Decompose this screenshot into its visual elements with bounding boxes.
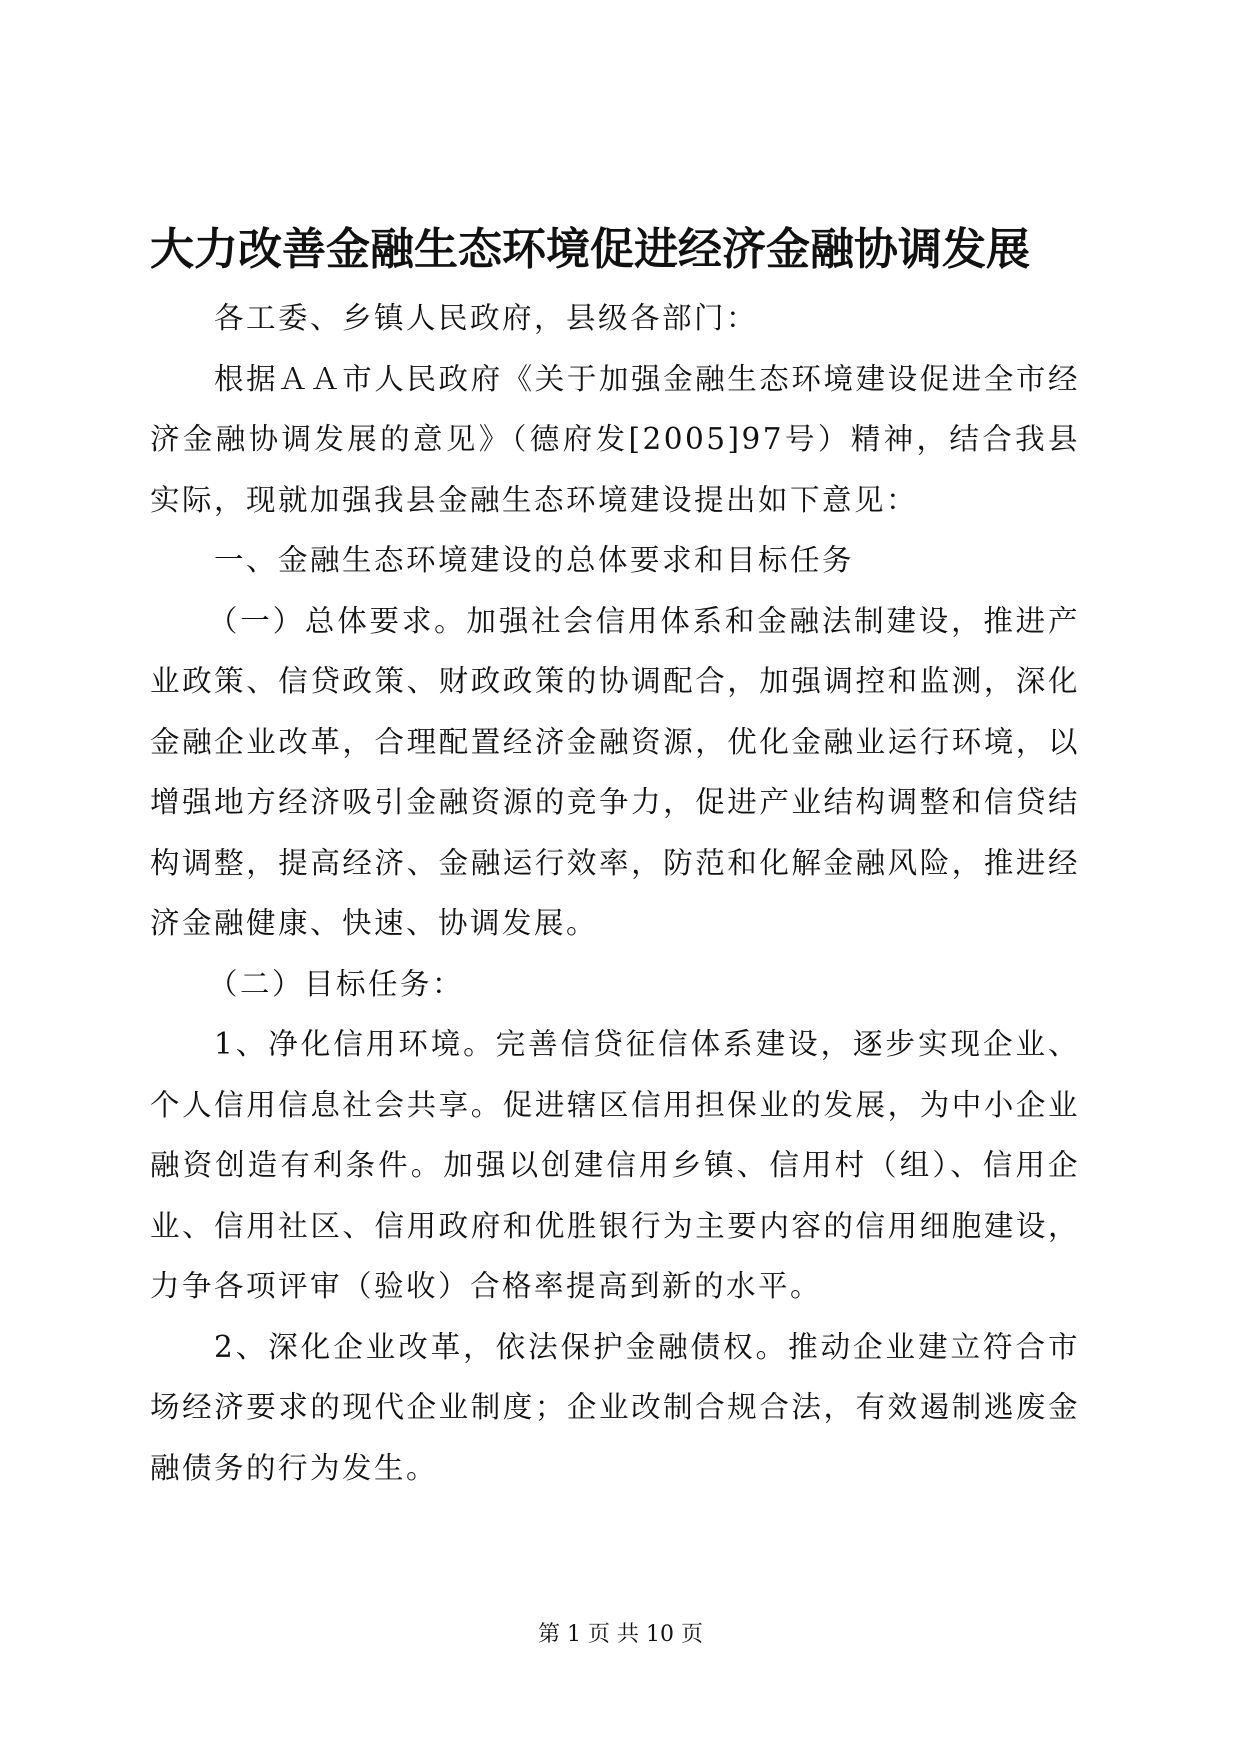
paragraph-enterprise-reform: 2、深化企业改革，依法保护金融债权。推动企业建立符合市场经济要求的现代企业制度；企业改制合规合法，有效遏制逃废金融债务的行为发生。 [150, 1329, 1080, 1485]
section-heading-1: 一、金融生态环境建设的总体要求和目标任务 [214, 543, 855, 577]
document-body [150, 288, 1080, 1498]
page-number-footer: 第 1 页 共 10 页 [538, 1622, 703, 1647]
paragraph-overall-requirements: （一）总体要求。加强社会信用体系和金融法制建设，推进产业政策、信贷政策、财政政策的协调配合，加强调控和监测，深化金融企业改革，合理配置经济金融资源，优化金融业运行环境，以增强地方经济吸引金融资源的竞争力，促进产业结构调整和信贷结构调整，提高经济、金融运行效率，防范和化解金融风险，推进经济金融健康、快速、协调发展。 [150, 603, 1080, 940]
paragraph-targets-heading: （二）目标任务： [208, 966, 465, 1001]
paragraph-credit-environment: 1、净化信用环境。完善信贷征信体系建设，逐步实现企业、个人信用信息社会共享。促进辖区信用担保业的发展，为中小企业融资创造有利条件。加强以创建信用乡镇、信用村（组）、信用企业、信用社区、信用政府和优胜银行为主要内容的信用细胞建设，力争各项评审（验收）合格率提高到新的水平。 [150, 1027, 1080, 1303]
salutation: 各工委、乡镇人民政府，县级各部门： [214, 301, 759, 335]
document-title: 大力改善金融生态环境促进经济金融协调发展 [150, 224, 1030, 275]
paragraph-intro: 根据ＡＡ市人民政府《关于加强金融生态环境建设促进全市经济金融协调发展的意见》（德府发[2005]97号）精神，结合我县实际，现就加强我县金融生态环境建设提出如下意见： [150, 361, 1080, 517]
